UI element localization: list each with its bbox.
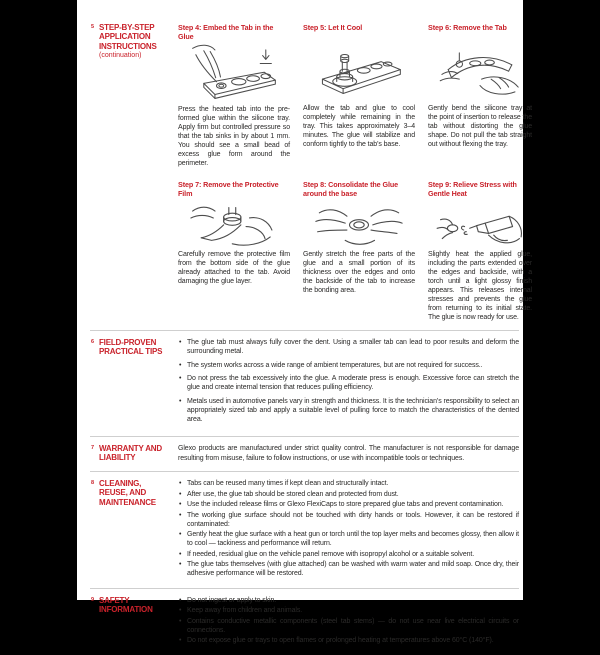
section-number: 6 (91, 339, 95, 345)
section-label (90, 338, 166, 428)
step-body: Carefully remove the protective film from the bottom side of the glue already attached to the tab. Avoid damaging the glue layer. (178, 251, 290, 285)
tab-cooling-on-tray-illustration (303, 40, 415, 104)
step-7 (178, 180, 290, 322)
section-practical-tips (90, 330, 519, 436)
section-subtitle: (continuation) (99, 52, 142, 60)
torch-heating-glue-illustration (428, 198, 532, 250)
list-item: • Metals used in automotive panels vary in strength and thickness. It is the technician’s responsibility to select an appropriately sized tab and apply a suitable level of pulling force to match the characteristics of the dented area. (178, 397, 519, 424)
step-title: Step 7: Remove the Protective Film (178, 180, 279, 198)
tips-list (178, 338, 519, 428)
list-item: • Keep away from children and animals. (178, 606, 519, 615)
list-item: • Tabs can be reused many times if kept clean and structurally intact. (178, 479, 519, 488)
step-body: Gently bend the silicone tray at the point of insertion to release the tab without distorting the glue shape. Do not pull the tab straight out without flexing the tray. (428, 105, 532, 148)
step-body: Allow the tab and glue to cool completely while remaining in the tray. This takes approximately 3–4 minutes. The glue will stabilize and conform tightly to the tab’s base. (303, 105, 415, 148)
section-title: CLEANING, REUSE, AND MAINTENANCE (99, 479, 156, 507)
section-label (90, 479, 166, 580)
section-title: STEP-BY-STEP APPLICATION INSTRUCTIONS (99, 23, 157, 51)
step-9 (428, 180, 532, 322)
step-8 (303, 180, 415, 322)
step-title: Step 9: Relieve Stress with Gentle Heat (428, 180, 517, 198)
stretching-glue-around-tab-illustration (303, 198, 415, 250)
section-label (90, 23, 166, 322)
cleaning-list (178, 479, 519, 580)
section-number: 9 (91, 596, 95, 603)
list-item: • Do not press the tab excessively into the glue. A moderate press is enough. Excessive force can stretch the glue and create internal tension that reduces pulling efficiency. (178, 374, 519, 392)
document-page (77, 0, 532, 644)
section-safety-information (90, 588, 519, 655)
list-item: • The glue tabs themselves (with glue attached) can be washed with warm water and mild soap. Once dry, their adhesive performance will be restored. (178, 560, 519, 578)
step-title: Step 6: Remove the Tab (428, 23, 507, 32)
list-item: • Contains conductive metallic components (steel tab stems) — do not use near live electrical circuits or connections. (178, 617, 519, 635)
list-item: • The system works across a wide range of ambient temperatures, but are not required for success.. (178, 361, 519, 370)
section-label (90, 596, 166, 647)
step-body: Press the heated tab into the pre-formed glue within the silicone tray. Apply firm but controlled pressure so that the tab sinks in by about 1 mm. You should see a small bead of excess glue form around the perimeter. (178, 106, 290, 167)
list-item: • Gently heat the glue surface with a heat gun or torch until the top layer melts and becomes glossy, then allow it to cool — tackiness and performance will return. (178, 530, 519, 548)
peeling-protective-film-illustration (178, 198, 290, 250)
bending-tray-to-release-tab-illustration (428, 40, 532, 104)
section-title: SAFETY INFORMATION (99, 595, 153, 614)
hand-pressing-tab-into-tray-illustration (178, 41, 290, 105)
list-item: • If needed, residual glue on the vehicle panel remove with isopropyl alcohol or a suitable solvent. (178, 550, 519, 559)
section-cleaning-reuse-maintenance (90, 471, 519, 588)
step-4 (178, 23, 290, 168)
section-step-by-step (90, 16, 532, 330)
list-item: • After use, the glue tab should be stored clean and protected from dust. (178, 490, 519, 499)
section-title: WARRANTY AND LIABILITY (99, 444, 162, 463)
section-number: 5 (91, 24, 95, 30)
section-title: FIELD-PROVEN PRACTICAL TIPS (99, 338, 163, 357)
step-body: Gently stretch the free parts of the glue and a small portion of its thickness over the edges and onto the backside of the tab to increase the bonding area. (303, 251, 415, 294)
step-6 (428, 23, 532, 168)
step-title: Step 5: Let It Cool (303, 23, 363, 32)
warranty-text: Glexo products are manufactured under strict quality control. The manufacturer is not responsible for damage resulting from misuse, failure to follow instructions, or use with incompatible tools or techniques. (178, 445, 519, 462)
list-item: • Use the included release films or Glexo FlexiCaps to store prepared glue tabs and prevent contamination. (178, 500, 519, 509)
step-title: Step 4: Embed the Tab in the Glue (178, 23, 274, 41)
list-item: • The glue tab must always fully cover the dent. Using a smaller tab can lead to poor results and deform the surrounding metal. (178, 338, 519, 356)
section-warranty (90, 436, 519, 471)
section-label (90, 444, 166, 463)
section-number: 8 (91, 480, 95, 486)
list-item: • Do not expose glue or trays to open flames or prolonged heating at temperatures above 60°C (140°F). (178, 636, 519, 645)
step-body: Slightly heat the applied glue, including the parts extended over the edges and backside, with a torch until a light glossy finish appears. This releases internal stresses and prevents the glue from returning to its initial state. The glue is now ready for use. (428, 251, 532, 321)
section-number: 7 (91, 445, 95, 451)
list-item: • The working glue surface should not be touched with dirty hands or tools. However, it can be restored if contaminated: (178, 511, 519, 529)
safety-list (178, 596, 519, 647)
step-5 (303, 23, 415, 168)
steps-grid (178, 23, 532, 322)
list-item: • Do not ingest or apply to skin. (178, 596, 519, 605)
step-title: Step 8: Consolidate the Glue around the base (303, 180, 399, 198)
